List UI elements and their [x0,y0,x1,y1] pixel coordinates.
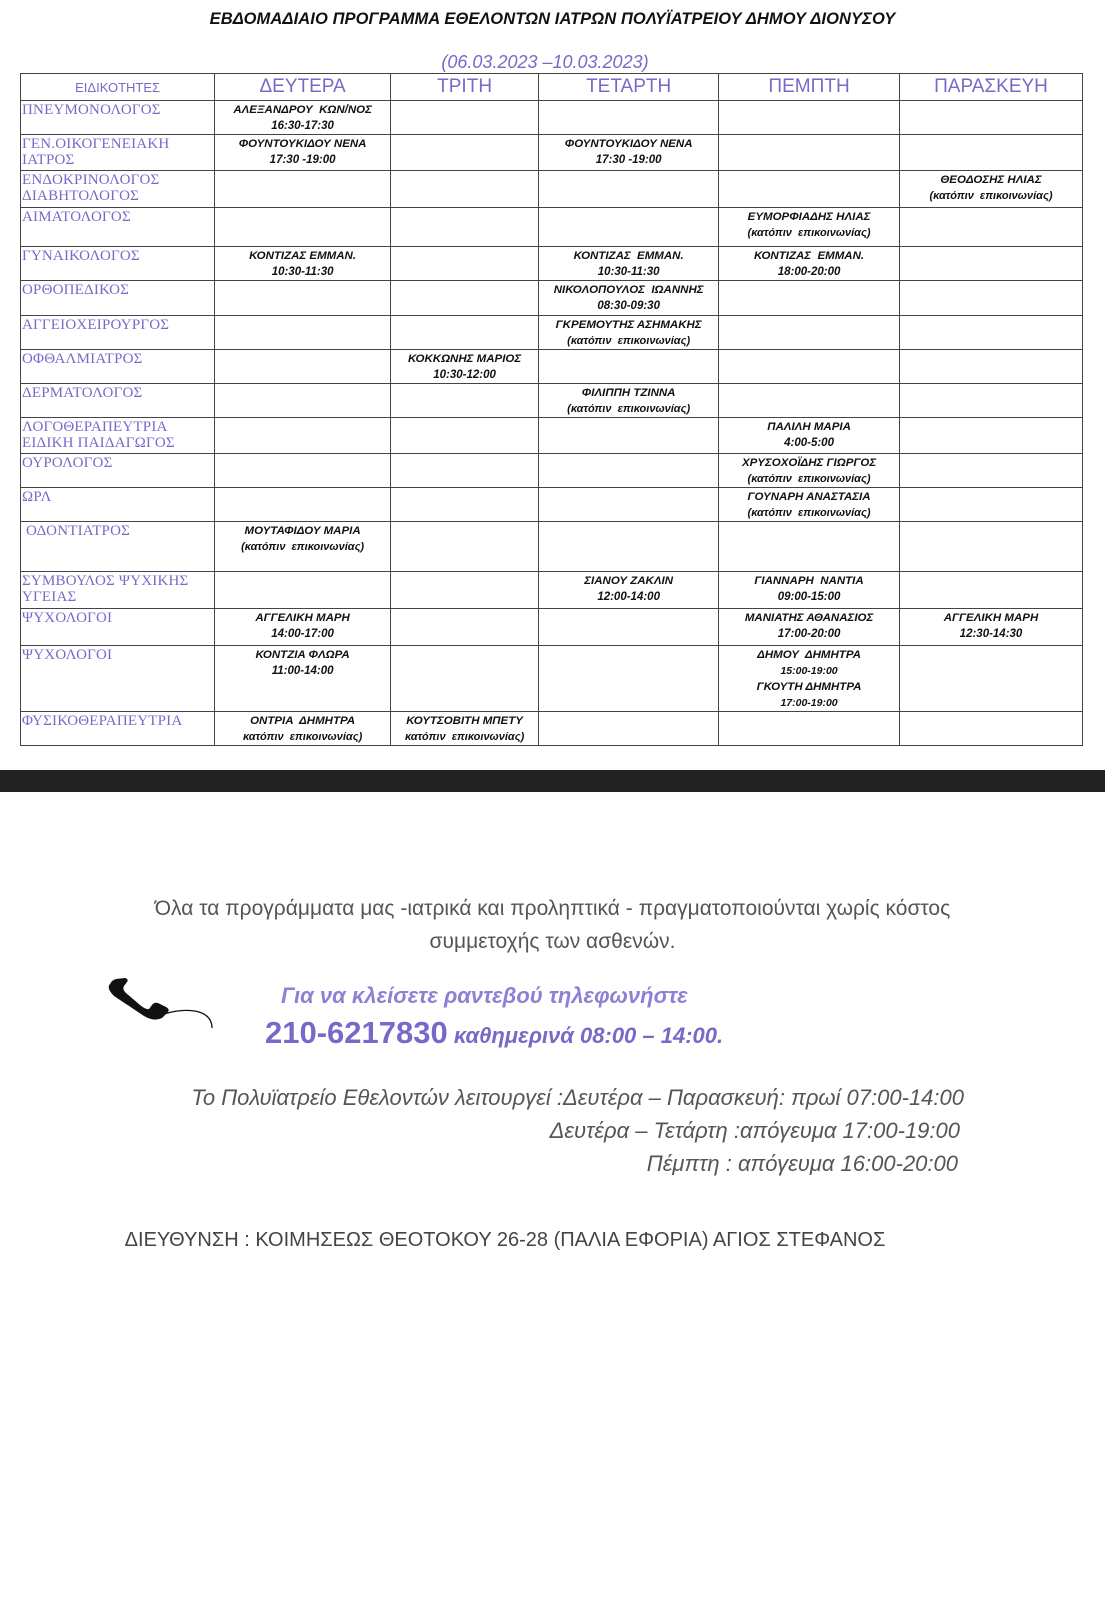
column-header-specialties: ΕΙΔΙΚΟΤΗΤΕΣ [21,74,215,101]
opening-hours-line1: Το Πολυϊατρείο Εθελοντών λειτουργεί :Δευτέρα – Παρασκευή: πρωί 07:00-14:00 [191,1085,964,1110]
specialty-cell [21,609,215,646]
time-slot: 10:30-11:30 [597,266,660,278]
schedule-cell-wednesday [539,522,719,572]
specialty-cell [21,135,215,171]
specialty-label: ΓΥΝΑΙΚΟΛΟΓΟΣ [22,248,140,264]
opening-hours-line2: Δευτέρα – Τετάρτη :απόγευμα 17:00-19:00 [549,1118,960,1143]
time-slot: 08:30-09:30 [597,300,660,312]
schedule-cell-monday [215,316,391,350]
specialty-label: ΟΥΡΟΛΟΓΟΣ [22,455,113,471]
doctor-name: ΚΟΥΤΣΟΒΙΤΗ ΜΠΕΤΥ [406,715,523,727]
document-title: ΕΒΔΟΜΑΔΙΑΙΟ ΠΡΟΓΡΑΜΜΑ ΕΘΕΛΟΝΤΩΝ ΙΑΤΡΩΝ ΠΟΛΥΪΑΤΡΕΙΟΥ ΔΗΜΟΥ ΔΙΟΝΥΣΟΥ [209,10,896,28]
time-slot: 14:00-17:00 [271,628,334,640]
specialty-label: ΩΡΛ [22,489,52,505]
doctor-name: ΘΕΟΔΟΣΗΣ ΗΛΙΑΣ [940,174,1042,186]
schedule-cell-thursday [719,522,900,572]
time-slot: 18:00-20:00 [777,266,841,278]
doctor-name: ΓΚΡΕΜΟΥΤΗΣ ΑΣΗΜΑΚΗΣ [555,319,702,331]
time-slot: 15:00-19:00 [780,665,838,677]
doctor-name: ΓΚΟΥΤΗ ΔΗΜΗΤΡΑ [756,681,862,693]
header-row [21,74,1083,101]
appointment-note: (κατόπιν επικοινωνίας) [241,541,365,553]
schedule-cell-wednesday [539,171,719,208]
schedule-cell-wednesday [539,488,719,522]
schedule-cell-thursday [719,281,900,316]
specialty-cell [21,208,215,247]
specialty-label: ΥΓΕΙΑΣ [22,589,77,605]
schedule-cell-monday [215,522,391,572]
schedule-cell-friday [900,712,1083,746]
schedule-cell-thursday [719,247,900,281]
schedule-cell-wednesday [539,418,719,454]
schedule-cell-tuesday [391,384,539,418]
doctor-name: ΜΑΝΙΑΤΗΣ ΑΘΑΝΑΣΙΟΣ [744,612,874,624]
schedule-cell-monday [215,135,391,171]
doctor-name: ΣΙΑΝΟΥ ΖΑΚΛΙΝ [584,575,674,587]
table-row [21,316,1083,350]
specialty-cell [21,101,215,135]
table-row [21,171,1083,208]
schedule-cell-wednesday [539,384,719,418]
column-header-friday: ΠΑΡΑΣΚΕΥΗ [900,74,1083,101]
schedule-cell-wednesday [539,572,719,609]
schedule-cell-tuesday [391,316,539,350]
specialty-label: ΟΔΟΝΤΙΑΤΡΟΣ [22,523,131,539]
divider-bar [0,770,1105,792]
schedule-cell-wednesday [539,208,719,247]
specialty-cell [21,646,215,712]
specialty-label: ΓΕΝ.ΟΙΚΟΓΕΝΕΙΑΚΗ [22,136,170,152]
specialty-label: ΠΝΕΥΜΟΝΟΛΟΓΟΣ [22,102,161,118]
schedule-cell-tuesday [391,171,539,208]
column-header-tuesday: ΤΡΙΤΗ [391,74,539,101]
schedule-cell-monday [215,609,391,646]
specialty-label: ΔΕΡΜΑΤΟΛΟΓΟΣ [22,385,143,401]
column-header-monday: ΔΕΥΤΕΡΑ [215,74,391,101]
schedule-cell-friday [900,646,1083,712]
appointment-note: (κατόπιν επικοινωνίας) [747,507,871,519]
schedule-cell-monday [215,247,391,281]
table-row [21,135,1083,171]
phone-line [265,1015,723,1051]
schedule-cell-friday [900,384,1083,418]
schedule-cell-friday [900,350,1083,384]
doctor-name: ΟΝΤΡΙΑ ΔΗΜΗΤΡΑ [250,715,356,727]
specialty-label: ΔΙΑΒΗΤΟΛΟΓΟΣ [22,188,140,204]
specialty-label: ΟΦΘΑΛΜΙΑΤΡΟΣ [22,351,143,367]
appointment-note: (κατόπιν επικοινωνίας) [567,403,691,415]
doctor-name: ΑΛΕΞΑΝΔΡΟΥ ΚΩΝ/ΝΟΣ [233,104,372,116]
time-slot: 17:30 -19:00 [595,154,662,166]
doctor-name: ΓΟΥΝΑΡΗ ΑΝΑΣΤΑΣΙΑ [747,491,871,503]
specialty-cell [21,418,215,454]
schedule-table [20,73,1083,746]
schedule-cell-friday [900,522,1083,572]
schedule-cell-monday [215,281,391,316]
schedule-cell-thursday [719,171,900,208]
doctor-name: ΚΟΝΤΖΙΑ ΦΛΩΡΑ [255,649,350,661]
specialty-cell [21,171,215,208]
time-slot: 4:00-5:00 [784,437,834,449]
schedule-cell-wednesday [539,646,719,712]
info-text-line1: Όλα τα προγράμματα μας -ιατρικά και προληπτικά - πραγματοποιούνται χωρίς κόστος [154,897,951,920]
schedule-cell-wednesday [539,454,719,488]
schedule-cell-friday [900,316,1083,350]
schedule-cell-thursday [719,572,900,609]
time-slot: 17:00-19:00 [780,697,838,709]
specialty-label: ΣΥΜΒΟΥΛΟΣ ΨΥΧΙΚΗΣ [22,573,189,589]
doctor-name: ΧΡΥΣΟΧΟΪΔΗΣ ΓΙΩΡΓΟΣ [741,457,877,469]
schedule-cell-monday [215,488,391,522]
schedule-cell-tuesday [391,646,539,712]
schedule-cell-thursday [719,208,900,247]
schedule-cell-monday [215,208,391,247]
specialty-cell [21,522,215,572]
phone-hours: καθημερινά 08:00 – 14:00. [447,1023,724,1048]
schedule-cell-monday [215,572,391,609]
schedule-cell-wednesday [539,281,719,316]
opening-hours-line3: Πέμπτη : απόγευμα 16:00-20:00 [646,1151,958,1176]
schedule-cell-tuesday [391,454,539,488]
schedule-cell-monday [215,384,391,418]
schedule-cell-friday [900,454,1083,488]
table-row [21,384,1083,418]
schedule-cell-wednesday [539,101,719,135]
specialty-label: ΑΓΓΕΙΟΧΕΙΡΟΥΡΓΟΣ [22,317,170,333]
time-slot: 11:00-14:00 [271,665,334,677]
schedule-cell-tuesday [391,712,539,746]
schedule-cell-thursday [719,418,900,454]
doctor-name: ΚΟΝΤΙΖΑΣ ΕΜΜΑΝ. [754,250,865,262]
schedule-cell-tuesday [391,418,539,454]
schedule-cell-thursday [719,712,900,746]
schedule-cell-thursday [719,646,900,712]
doctor-name: ΜΟΥΤΑΦΙΔΟΥ ΜΑΡΙΑ [244,525,361,537]
schedule-cell-wednesday [539,712,719,746]
table-row [21,488,1083,522]
specialty-cell [21,247,215,281]
phone-number[interactable]: 210-6217830 [265,1015,448,1050]
specialty-label: ΕΝΔΟΚΡΙΝΟΛΟΓΟΣ [22,172,160,188]
doctor-name: ΦΟΥΝΤΟΥΚΙΔΟΥ ΝΕΝΑ [564,138,693,150]
doctor-name: ΚΟΚΚΩΝΗΣ ΜΑΡΙΟΣ [408,353,522,365]
schedule-cell-tuesday [391,609,539,646]
time-slot: 16:30-17:30 [271,120,334,132]
table-row [21,281,1083,316]
table-row [21,418,1083,454]
schedule-cell-tuesday [391,350,539,384]
schedule-cell-wednesday [539,609,719,646]
time-slot: 10:30-12:00 [433,369,496,381]
doctor-name: ΚΟΝΤΙΖΑΣ ΕΜΜΑΝ. [573,250,684,262]
schedule-cell-wednesday [539,350,719,384]
schedule-cell-monday [215,646,391,712]
booking-text: Για να κλείσετε ραντεβού τηλεφωνήστε [281,983,688,1008]
time-slot: 17:30 -19:00 [269,154,336,166]
schedule-cell-monday [215,101,391,135]
doctor-name: ΓΙΑΝΝΑΡΗ ΝΑΝΤΙΑ [754,575,864,587]
schedule-cell-tuesday [391,247,539,281]
specialty-cell [21,712,215,746]
schedule-cell-tuesday [391,522,539,572]
specialty-cell [21,572,215,609]
specialty-cell [21,454,215,488]
specialty-cell [21,384,215,418]
specialty-label: ΕΙΔΙΚΗ ΠΑΙΔΑΓΩΓΟΣ [22,435,175,451]
specialty-label: ΙΑΤΡΟΣ [22,152,75,168]
table-row [21,646,1083,712]
doctor-name: ΑΓΓΕΛΙΚΗ ΜΑΡΗ [943,612,1039,624]
schedule-cell-tuesday [391,208,539,247]
schedule-cell-friday [900,171,1083,208]
schedule-cell-friday [900,488,1083,522]
telephone-handset-icon [104,978,216,1028]
schedule-cell-thursday [719,488,900,522]
schedule-cell-tuesday [391,101,539,135]
doctor-name: ΦΙΛΙΠΠΗ ΤΖΙΝΝΑ [581,387,676,399]
schedule-cell-monday [215,712,391,746]
table-row [21,712,1083,746]
schedule-cell-thursday [719,316,900,350]
specialty-label: ΨΥΧΟΛΟΓΟΙ [22,610,113,626]
doctor-name: ΑΓΓΕΛΙΚΗ ΜΑΡΗ [255,612,350,624]
schedule-cell-thursday [719,350,900,384]
specialty-label: ΟΡΘΟΠΕΔΙΚΟΣ [22,282,130,298]
schedule-cell-monday [215,171,391,208]
time-slot: 12:30-14:30 [959,628,1023,640]
doctor-name: ΕΥΜΟΡΦΙΑΔΗΣ ΗΛΙΑΣ [747,211,871,223]
schedule-cell-tuesday [391,488,539,522]
table-row [21,208,1083,247]
schedule-cell-monday [215,418,391,454]
appointment-note: (κατόπιν επικοινωνίας) [747,227,871,239]
specialty-cell [21,316,215,350]
column-header-thursday: ΠΕΜΠΤΗ [719,74,900,101]
appointment-note: κατόπιν επικοινωνίας) [404,731,525,743]
table-row [21,572,1083,609]
doctor-name: ΚΟΝΤΙΖΑΣ ΕΜΜΑΝ. [249,250,357,262]
specialty-cell [21,281,215,316]
time-slot: 10:30-11:30 [271,266,334,278]
time-slot: 17:00-20:00 [777,628,841,640]
specialty-cell [21,350,215,384]
appointment-note: (κατόπιν επικοινωνίας) [567,335,691,347]
appointment-note: (κατόπιν επικοινωνίας) [747,473,871,485]
schedule-cell-thursday [719,101,900,135]
schedule-cell-friday [900,247,1083,281]
schedule-cell-friday [900,281,1083,316]
schedule-cell-wednesday [539,135,719,171]
specialty-label: ΛΟΓΟΘΕΡΑΠΕΥΤΡΙΑ [22,419,168,435]
table-row [21,247,1083,281]
specialty-label: ΨΥΧΟΛΟΓΟΙ [22,647,113,663]
doctor-name: ΔΗΜΟΥ ΔΗΜΗΤΡΑ [757,649,861,661]
table-row [21,101,1083,135]
schedule-cell-thursday [719,454,900,488]
table-row [21,454,1083,488]
schedule-cell-thursday [719,609,900,646]
schedule-cell-friday [900,208,1083,247]
specialty-cell [21,488,215,522]
schedule-cell-monday [215,454,391,488]
date-range: (06.03.2023 –10.03.2023) [441,52,649,72]
schedule-cell-friday [900,418,1083,454]
info-text-line2: συμμετοχής των ασθενών. [429,930,676,953]
doctor-name: ΦΟΥΝΤΟΥΚΙΔΟΥ ΝΕΝΑ [238,138,367,150]
schedule-cell-friday [900,101,1083,135]
schedule-cell-thursday [719,135,900,171]
table-row [21,350,1083,384]
schedule-cell-tuesday [391,135,539,171]
table-row [21,522,1083,572]
time-slot: 12:00-14:00 [597,591,660,603]
appointment-note: (κατόπιν επικοινωνίας) [929,190,1053,202]
column-header-wednesday: ΤΕΤΑΡΤΗ [539,74,719,101]
schedule-cell-friday [900,609,1083,646]
appointment-note: κατόπιν επικοινωνίας) [242,731,363,743]
table-row [21,609,1083,646]
schedule-cell-friday [900,135,1083,171]
schedule-cell-wednesday [539,316,719,350]
address: ΔΙΕΥΘΥΝΣΗ : ΚΟΙΜΗΣΕΩΣ ΘΕΟΤΟΚΟΥ 26-28 (ΠΑΛΙΑ ΕΦΟΡΙΑ) ΑΓΙΟΣ ΣΤΕΦΑΝΟΣ [124,1229,886,1251]
schedule-cell-thursday [719,384,900,418]
doctor-name: ΠΑΛΙΛΗ ΜΑΡΙΑ [767,421,851,433]
time-slot: 09:00-15:00 [777,591,841,603]
schedule-cell-tuesday [391,281,539,316]
specialty-label: ΦΥΣΙΚΟΘΕΡΑΠΕΥΤΡΙΑ [22,713,183,729]
doctor-name: ΝΙΚΟΛΟΠΟΥΛΟΣ ΙΩΑΝΝΗΣ [553,284,704,296]
schedule-cell-wednesday [539,247,719,281]
schedule-cell-friday [900,572,1083,609]
schedule-cell-monday [215,350,391,384]
specialty-label: ΑΙΜΑΤΟΛΟΓΟΣ [22,209,131,225]
schedule-cell-tuesday [391,572,539,609]
